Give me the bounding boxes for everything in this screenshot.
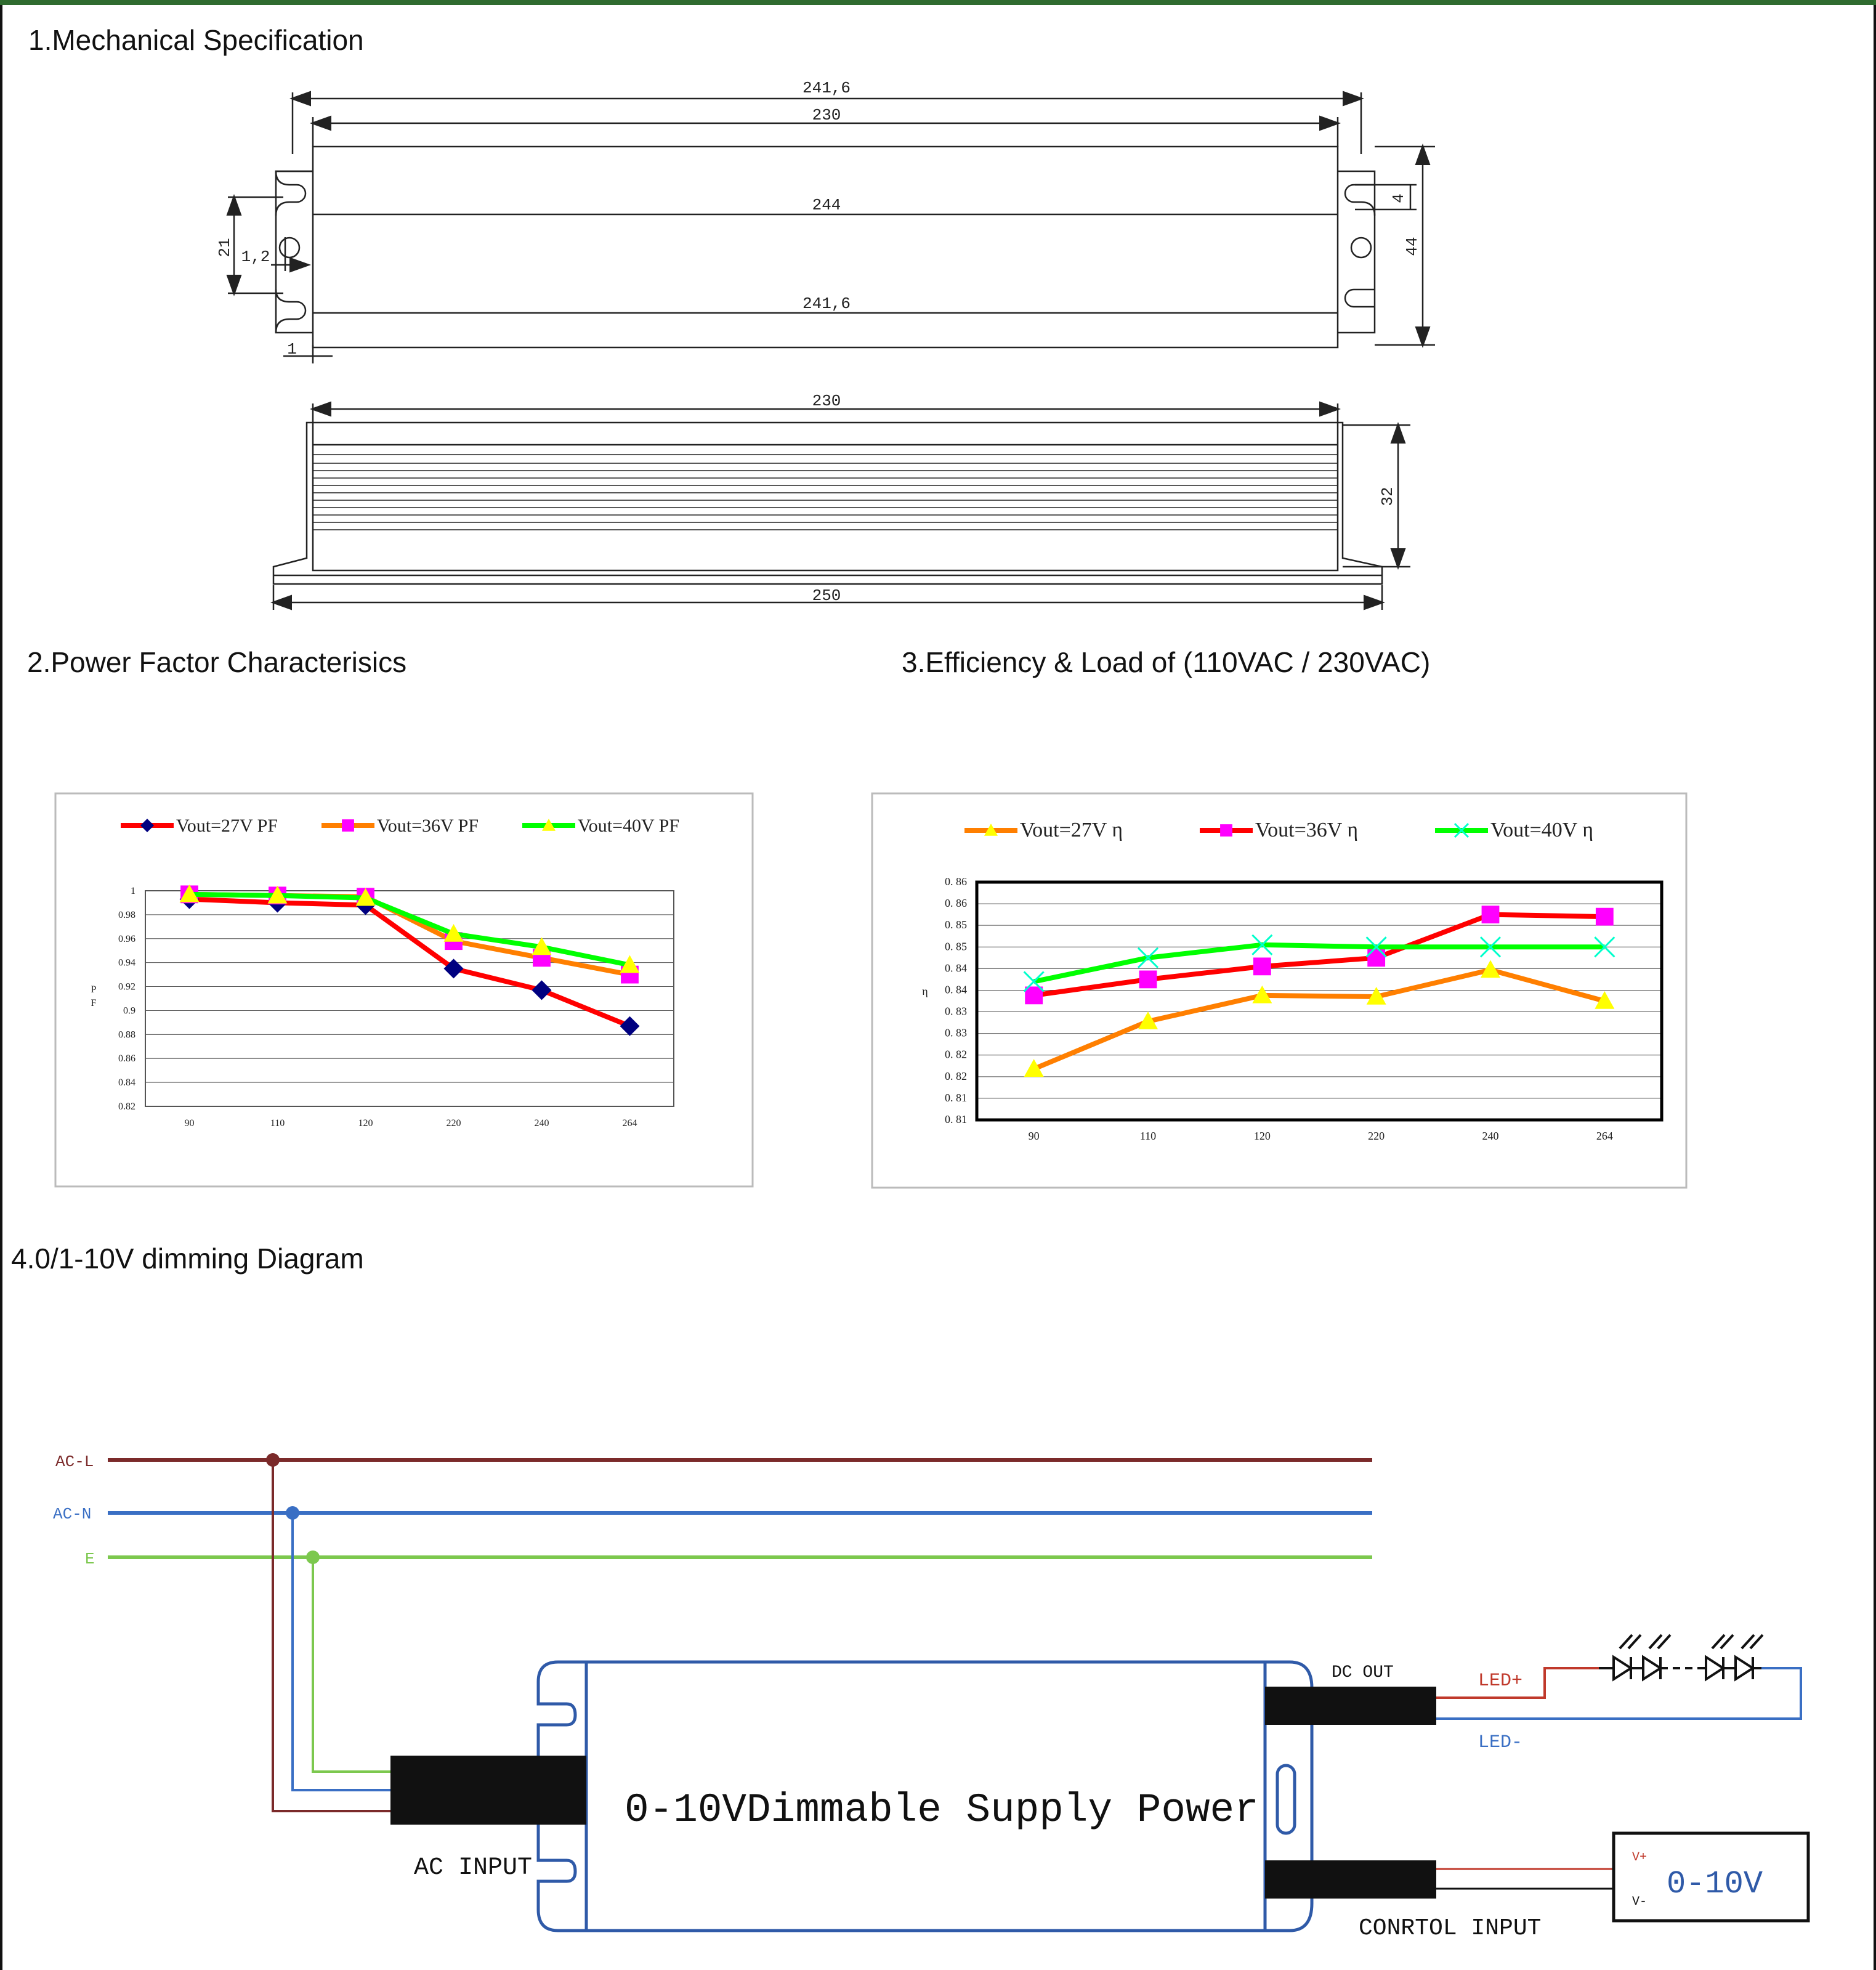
mechanical-heading: 1.Mechanical Specification [28, 24, 364, 56]
x-tick-label: 264 [1596, 1130, 1613, 1142]
x-tick-label: 90 [184, 1118, 195, 1129]
y-tick-label: 0. 84 [945, 983, 967, 996]
y-tick-label: 0. 81 [945, 1113, 967, 1125]
y-tick-label: 0.88 [118, 1029, 135, 1040]
legend-label: Vout=27V η [1020, 819, 1123, 841]
y-tick-label: 0.98 [118, 909, 135, 920]
ac-input-label: AC INPUT [414, 1854, 533, 1882]
earth-junction [306, 1550, 320, 1564]
y-tick-label: 0.96 [118, 933, 135, 944]
legend-label: Vout=27V PF [176, 816, 278, 836]
y-tick-label: 0.82 [118, 1101, 135, 1112]
x-tick-label: 220 [446, 1118, 461, 1129]
y-tick-label: 0. 86 [945, 875, 967, 888]
y-tick-label: 0. 86 [945, 897, 967, 910]
y-tick-label: 0. 81 [945, 1091, 967, 1104]
v-minus-label: V- [1632, 1895, 1648, 1909]
led-string [1599, 1635, 1763, 1679]
earth-label: E [85, 1550, 95, 1568]
supply-slot [1277, 1765, 1295, 1833]
legend-label: Vout=36V η [1255, 819, 1359, 841]
y-tick-label: 0. 84 [945, 962, 967, 975]
dim-right-height: 44 [1403, 237, 1421, 256]
dim-right-small: 4 [1389, 193, 1408, 203]
y-tick-label: 0. 85 [945, 940, 967, 953]
y-tick-label: 0. 85 [945, 918, 967, 931]
y-tick-label: 0. 83 [945, 1026, 967, 1039]
dim-slot-span: 241,6 [802, 294, 851, 313]
dim-left-hole: 1,2 [241, 248, 270, 266]
y-tick-label: 0. 82 [945, 1069, 967, 1082]
y-axis-label: P [91, 984, 97, 995]
y-tick-label: 0. 82 [945, 1048, 967, 1061]
x-tick-label: 110 [1139, 1130, 1157, 1142]
y-axis-label: η [922, 985, 928, 997]
dc-out-label: DC OUT [1332, 1663, 1394, 1682]
dim-bottom-small: 1 [287, 340, 297, 359]
legend-label: Vout=40V PF [578, 816, 680, 836]
x-tick-label: 110 [270, 1118, 285, 1129]
ac-n-junction [286, 1506, 299, 1520]
ac-l-junction [266, 1453, 280, 1467]
led-diode-icon [1723, 1635, 1763, 1679]
y-tick-label: 0. 83 [945, 1005, 967, 1018]
legend-label: Vout=36V PF [377, 816, 479, 836]
x-tick-label: 90 [1028, 1130, 1040, 1142]
y-tick-label: 1 [131, 886, 135, 896]
control-input-block [1265, 1860, 1436, 1899]
led-diode-icon [1706, 1635, 1733, 1679]
led-diode-icon [1599, 1635, 1641, 1679]
v-plus-label: V+ [1632, 1850, 1648, 1865]
led-minus-label: LED- [1478, 1732, 1523, 1753]
dim-top-inner: 230 [812, 106, 841, 124]
y-tick-label: 0.94 [118, 957, 135, 968]
x-tick-label: 240 [1482, 1130, 1499, 1142]
x-tick-label: 120 [1253, 1130, 1271, 1142]
x-tick-label: 264 [622, 1118, 637, 1129]
supply-label: 0-10VDimmable Supply Power [625, 1787, 1259, 1833]
ac-input-block [390, 1756, 586, 1825]
dim-side-inner: 230 [812, 392, 841, 410]
dimming-heading: 4.0/1-10V dimming Diagram [11, 1242, 364, 1275]
power-factor-heading: 2.Power Factor Characterisics [27, 646, 407, 678]
y-axis-label: F [91, 998, 97, 1008]
ac-n-label: AC-N [53, 1505, 92, 1523]
dim-left-height: 21 [216, 238, 234, 257]
dimmer-label: 0-10V [1667, 1866, 1763, 1902]
y-tick-label: 0.9 [123, 1005, 135, 1016]
earth-drop [313, 1557, 390, 1772]
dim-top-overall: 241,6 [802, 79, 851, 97]
x-tick-label: 220 [1368, 1130, 1385, 1142]
x-tick-label: 120 [358, 1118, 373, 1129]
y-tick-label: 0.84 [118, 1077, 135, 1088]
dim-side-height: 32 [1378, 487, 1397, 506]
dim-side-overall: 250 [812, 586, 841, 605]
led-plus-label: LED+ [1478, 1671, 1523, 1692]
ac-l-label: AC-L [55, 1453, 94, 1471]
legend-label: Vout=40V η [1490, 819, 1594, 841]
control-input-label: CONRTOL INPUT [1359, 1915, 1542, 1942]
dc-out-block [1265, 1687, 1436, 1725]
y-tick-label: 0.92 [118, 981, 135, 992]
x-tick-label: 240 [534, 1118, 549, 1129]
efficiency-heading: 3.Efficiency & Load of (110VAC / 230VAC) [902, 646, 1431, 678]
led-diode-icon [1631, 1635, 1670, 1679]
y-tick-label: 0.86 [118, 1053, 135, 1064]
dim-center-length: 244 [812, 196, 841, 214]
